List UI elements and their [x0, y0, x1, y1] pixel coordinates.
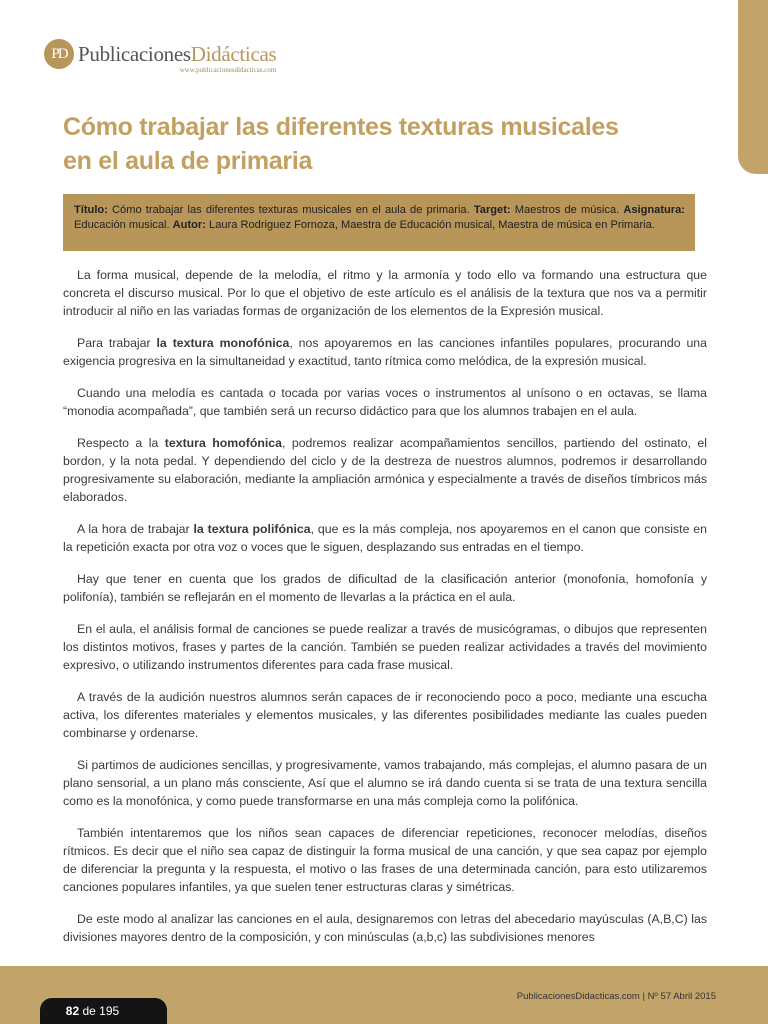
- logo-url: www.publicacionesdidacticas.com: [179, 65, 277, 74]
- footer-publication: PublicacionesDidacticas.com | Nº 57 Abril 2015: [516, 991, 716, 1002]
- logo-name: PublicacionesDidácticas: [78, 41, 277, 66]
- paragraph: Si partimos de audiciones sencillas, y progresivamente, vamos trabajando, más complejas, el alumno pasara de un plano sensorial, a un plano más consciente, Así que el alumno se irá dando cuenta si se trata de una textura sencilla como es la monofónica, y como puede transformarse en una más compleja como la polifónica.: [63, 758, 707, 808]
- paragraph: También intentaremos que los niños sean capaces de diferenciar repeticiones, reconocer melodías, diseños rítmicos. Es decir que el niño sea capaz de distinguir la forma musical de una canción, y que sea capaz por ejemplo de diferenciar la pregunta y la respuesta, el motivo o las frases de una determinada canción, para esto utilizaremos canciones populares infantiles, ya que suelen tener estructuras claras y simétricas.: [63, 826, 707, 894]
- paragraph: La forma musical, depende de la melodía, el ritmo y la armonía y todo ello va formando una estructura que concreta el discurso musical. Por lo que el objetivo de este artículo es el análisis de la textura que nos va a permitir introducir al niño en las variadas formas de organización de los elementos de la Expresión musical.: [63, 268, 707, 318]
- paragraph: Respecto a la textura homofónica, podremos realizar acompañamientos sencillos, partiendo del ostinato, el bordon, y la nota pedal. Y dependiendo del ciclo y de la destreza de nuestros alumnos, podremos ir desarrollando progresivamente su elaboración, mediante la ampliación armónica y especialmente a través de diseños tímbricos más elaborados.: [63, 436, 707, 504]
- paragraph: De este modo al analizar las canciones en el aula, designaremos con letras del abecedario mayúsculas (A,B,C) las divisiones mayores dentro de la composición, y con minúsculas (a,b,c) las subdivisiones menores: [63, 912, 707, 944]
- logo-mark-icon: PD: [44, 39, 74, 69]
- paragraph: A la hora de trabajar la textura polifónica, que es la más compleja, nos apoyaremos en el canon que consiste en la repetición exacta por otra voz o voces que le siguen, desplazando sus entradas en el tiempo.: [63, 522, 707, 554]
- paragraph: En el aula, el análisis formal de canciones se puede realizar a través de musicógramas, o dibujos que representen los distintos motivos, frases y partes de la canción. También se pueden realizar actividades a través del movimiento expresivo, o utilizando instrumentos diferentes para cada frase musical.: [63, 622, 707, 672]
- paragraph: Hay que tener en cuenta que los grados de dificultad de la clasificación anterior (monofonía, homofonía y polifonía), también se reflejarán en el momento de llevarlas a la práctica en el aula.: [63, 572, 707, 604]
- paragraph: Cuando una melodía es cantada o tocada por varias voces o instrumentos al unísono o en octavas, se llama “monodia acompañada”, que también será un recurso didáctico para que los alumnos trabajen en el aula.: [63, 386, 707, 418]
- publisher-logo: [44, 36, 276, 72]
- paragraph: Para trabajar la textura monofónica, nos apoyaremos en las canciones infantiles populares, procurando una exigencia progresiva en la simultaneidad y exactitud, tanto rítmica como melódica, de la expresión musical.: [63, 336, 707, 368]
- page-counter: 82 de 195: [40, 998, 167, 1024]
- paragraph: A través de la audición nuestros alumnos serán capaces de ir reconociendo poco a poco, mediante una escucha activa, los diferentes materiales y elementos musicales, y las diferentes posibilidades mediante las cuales pueden combinarse y ordenarse.: [63, 690, 707, 740]
- article-title: Cómo trabajar las diferentes texturas musicales en el aula de primaria: [63, 113, 619, 175]
- page-edge-tab: [738, 0, 768, 174]
- article-body: [63, 266, 707, 960]
- article-info-box: Título: Cómo trabajar las diferentes texturas musicales en el aula de primaria. Target: Maestros de música. Asignatura: Educación musical. Autor: Laura Rodriguez Fornoza, Maestra de Educación musical, Maestra de música en Primaria.: [63, 194, 695, 251]
